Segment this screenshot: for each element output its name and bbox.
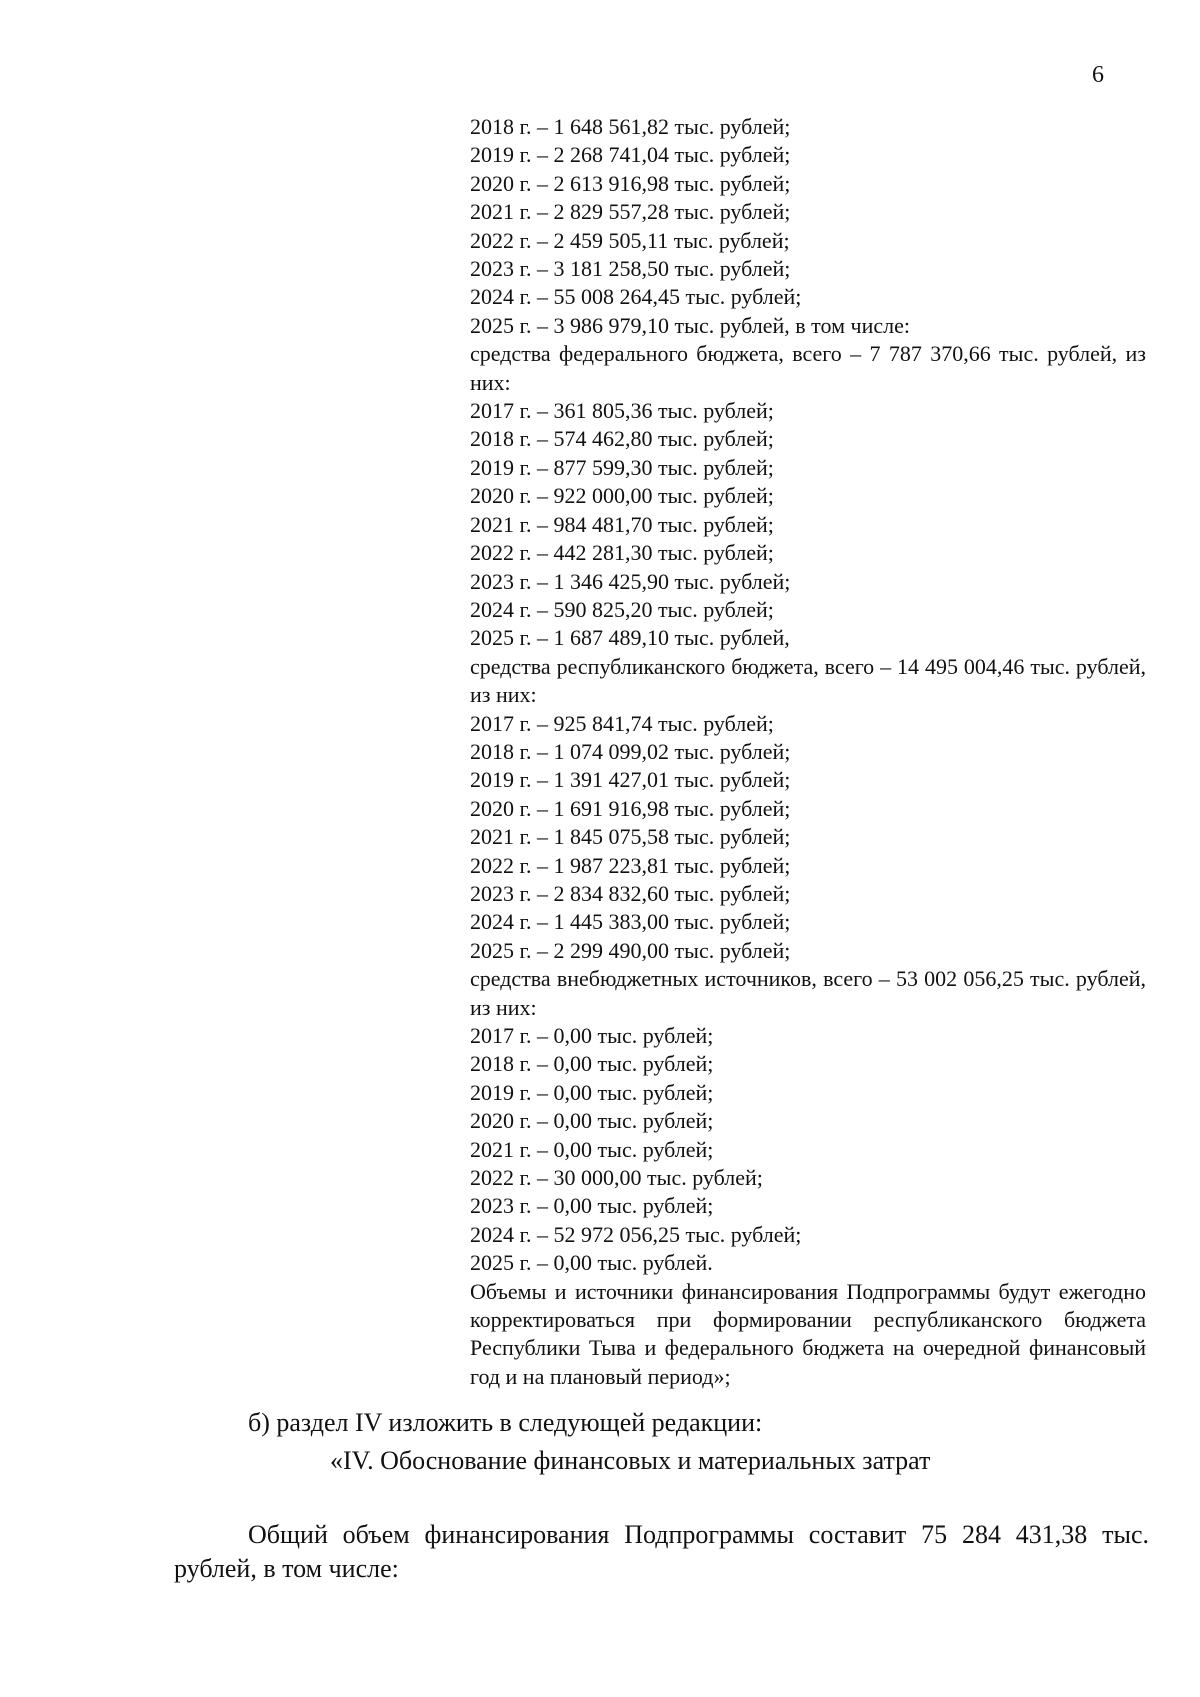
funding-year-line: 2021 г. – 2 829 557,28 тыс. рублей; — [470, 199, 791, 225]
funding-year-line: 2018 г. – 1 074 099,02 тыс. рублей; — [470, 738, 791, 764]
funding-year-line: 2020 г. – 1 691 916,98 тыс. рублей; — [470, 795, 791, 821]
funding-year-line: 2021 г. – 1 845 075,58 тыс. рублей; — [470, 824, 791, 850]
funding-year-line: 2019 г. – 2 268 741,04 тыс. рублей; — [470, 142, 791, 168]
funding-year-line: 2017 г. – 361 805,36 тыс. рублей; — [470, 398, 774, 424]
funding-year-line: 2025 г. – 3 986 979,10 тыс. рублей, в том числе: — [470, 312, 910, 338]
funding-paragraph: средства федерального бюджета, всего – 7 787 370,66 тыс. рублей, из них: — [470, 341, 1146, 395]
funding-year-line: 2018 г. – 1 648 561,82 тыс. рублей; — [470, 114, 791, 139]
funding-year-line: 2024 г. – 55 008 264,45 тыс. рублей; — [470, 284, 802, 310]
funding-year-line: 2021 г. – 0,00 тыс. рублей; — [470, 1136, 714, 1162]
funding-year-line: 2019 г. – 0,00 тыс. рублей; — [470, 1079, 714, 1105]
funding-paragraph: средства внебюджетных источников, всего – 53 002 056,25 тыс. рублей, из них: — [470, 966, 1146, 1020]
funding-year-line: 2020 г. – 922 000,00 тыс. рублей; — [470, 483, 774, 509]
funding-year-line: 2025 г. – 1 687 489,10 тыс. рублей, — [470, 625, 790, 651]
section-heading: «IV. Обоснование финансовых и материальных затрат — [330, 1446, 931, 1475]
funding-year-line: 2022 г. – 30 000,00 тыс. рублей; — [470, 1165, 763, 1191]
funding-year-line: 2024 г. – 52 972 056,25 тыс. рублей; — [470, 1221, 802, 1247]
funding-year-line: 2023 г. – 0,00 тыс. рублей; — [470, 1193, 714, 1219]
funding-year-line: 2020 г. – 0,00 тыс. рублей; — [470, 1108, 714, 1134]
funding-year-line: 2021 г. – 984 481,70 тыс. рублей; — [470, 511, 774, 537]
funding-year-line: 2019 г. – 877 599,30 тыс. рублей; — [470, 454, 774, 480]
funding-year-line: 2018 г. – 0,00 тыс. рублей; — [470, 1051, 714, 1077]
funding-year-line: 2022 г. – 2 459 505,11 тыс. рублей; — [470, 227, 790, 253]
funding-paragraph: средства республиканского бюджета, всего – 14 495 004,46 тыс. рублей, из них: — [470, 653, 1146, 708]
funding-year-line: 2019 г. – 1 391 427,01 тыс. рублей; — [470, 767, 791, 793]
funding-year-line: 2023 г. – 3 181 258,50 тыс. рублей; — [470, 256, 791, 282]
funding-paragraph: Объемы и источники финансирования Подпрограммы будут ежегодно корректироваться при формировании республиканского бюджета Республики Тыва и федерального бюджета на очередной финансовый год и на плановый период»; — [470, 1278, 1146, 1389]
funding-year-line: 2018 г. – 574 462,80 тыс. рублей; — [470, 426, 774, 452]
funding-breakdown — [470, 113, 1146, 1391]
item-b-text: б) раздел IV изложить в следующей редакции: — [248, 1408, 763, 1437]
funding-year-line: 2025 г. – 0,00 тыс. рублей. — [470, 1250, 713, 1276]
funding-year-line: 2023 г. – 2 834 832,60 тыс. рублей; — [470, 880, 791, 906]
funding-year-line: 2022 г. – 1 987 223,81 тыс. рублей; — [470, 852, 791, 878]
funding-year-line: 2022 г. – 442 281,30 тыс. рублей; — [470, 540, 774, 566]
funding-year-line: 2023 г. – 1 346 425,90 тыс. рублей; — [470, 568, 791, 594]
total-funding-paragraph: Общий объем финансирования Подпрограммы составит 75 284 431,38 тыс. рублей, в том числе: — [174, 1520, 1149, 1583]
funding-year-line: 2024 г. – 1 445 383,00 тыс. рублей; — [470, 909, 791, 935]
funding-year-line: 2017 г. – 925 841,74 тыс. рублей; — [470, 710, 774, 736]
page-number: 6 — [1092, 62, 1104, 88]
funding-year-line: 2024 г. – 590 825,20 тыс. рублей; — [470, 596, 774, 622]
funding-year-line: 2020 г. – 2 613 916,98 тыс. рублей; — [470, 170, 791, 196]
funding-year-line: 2025 г. – 2 299 490,00 тыс. рублей; — [470, 937, 791, 963]
funding-year-line: 2017 г. – 0,00 тыс. рублей; — [470, 1023, 714, 1048]
